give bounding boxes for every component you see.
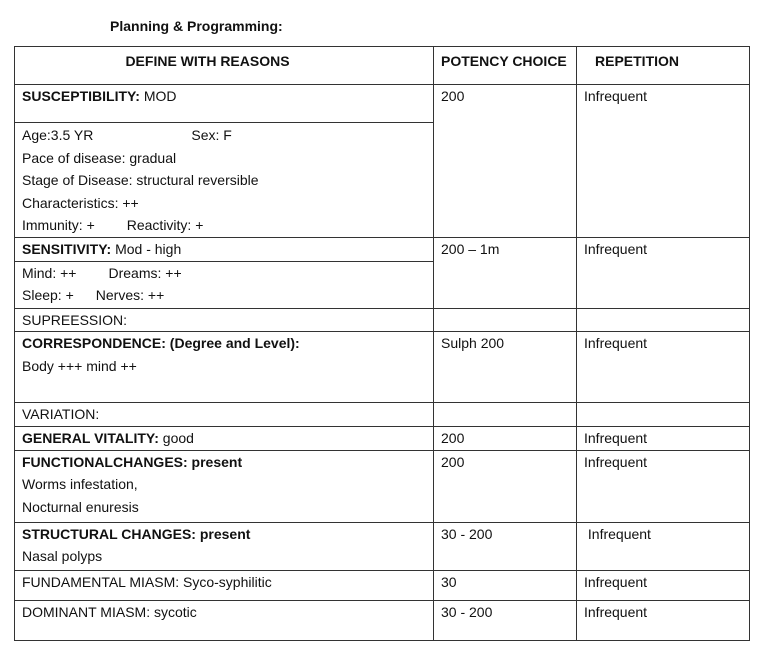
- sensitivity-potency: 200 – 1m: [434, 238, 577, 309]
- structural-changes-cell: [15, 522, 434, 570]
- susceptibility-repetition: Infrequent: [577, 85, 750, 238]
- header-repetition: REPETITION: [577, 47, 750, 85]
- fundamental-miasm-row: [15, 570, 750, 600]
- correspondence-potency: Sulph 200: [434, 332, 577, 403]
- susceptibility-row: [15, 85, 750, 123]
- sensitivity-value: Mod - high: [111, 241, 182, 257]
- page-title: Planning & Programming:: [110, 18, 283, 34]
- fundamental-miasm-potency: 30: [434, 570, 577, 600]
- correspondence-detail: Body +++ mind ++: [22, 357, 137, 374]
- functional-changes-repetition: Infrequent: [577, 450, 750, 522]
- fundamental-miasm-label: FUNDAMENTAL MIASM: Syco-syphilitic: [15, 570, 434, 600]
- general-vitality-value: good: [158, 429, 194, 446]
- general-vitality-repetition: Infrequent: [577, 426, 750, 450]
- sex-text: Sex: F: [191, 127, 232, 143]
- susceptibility-details: [15, 123, 434, 238]
- header-define: DEFINE WITH REASONS: [15, 47, 434, 85]
- correspondence-cell: [15, 332, 434, 403]
- structural-changes-potency: 30 - 200: [434, 522, 577, 570]
- functional-changes-detail-1: Worms infestation,: [22, 476, 138, 492]
- functional-changes-detail-2: Nocturnal enuresis: [22, 498, 139, 515]
- structural-changes-row: [15, 522, 750, 570]
- fundamental-miasm-repetition: Infrequent: [577, 570, 750, 600]
- sensitivity-label: SENSITIVITY:: [22, 241, 112, 257]
- susceptibility-value: MOD: [139, 88, 177, 104]
- general-vitality-row: [15, 426, 750, 450]
- structural-changes-detail: Nasal polyps: [22, 548, 103, 564]
- nerves-text: Nerves: ++: [95, 287, 165, 303]
- variation-repetition: [577, 403, 750, 427]
- supression-label: SUPREESSION:: [15, 308, 434, 332]
- supression-repetition: [577, 308, 750, 332]
- dominant-miasm-row: [15, 600, 750, 640]
- susceptibility-potency: 200: [434, 85, 577, 238]
- header-row: [15, 47, 750, 85]
- pace-text: Pace of disease: gradual: [22, 149, 177, 166]
- functional-changes-potency: 200: [434, 450, 577, 522]
- structural-changes-label: STRUCTURAL CHANGES: present: [22, 525, 251, 542]
- dominant-miasm-potency: 30 - 200: [434, 600, 577, 640]
- functional-changes-label: FUNCTIONALCHANGES: present: [22, 453, 243, 470]
- supression-row: [15, 308, 750, 332]
- sensitivity-repetition: Infrequent: [577, 238, 750, 309]
- sensitivity-row: [15, 238, 750, 262]
- dreams-text: Dreams: ++: [108, 264, 182, 281]
- correspondence-row: [15, 332, 750, 403]
- susceptibility-cell: [15, 85, 434, 123]
- sensitivity-details: [15, 261, 434, 308]
- general-vitality-label: GENERAL VITALITY:: [22, 429, 159, 446]
- immunity-text: Immunity: +: [22, 217, 95, 233]
- characteristics-text: Characteristics: ++: [22, 194, 139, 211]
- mind-text: Mind: ++: [22, 264, 77, 281]
- reactivity-text: Reactivity: +: [126, 217, 204, 233]
- header-potency: POTENCY CHOICE: [434, 47, 577, 85]
- variation-potency: [434, 403, 577, 427]
- functional-changes-cell: [15, 450, 434, 522]
- structural-changes-repetition: Infrequent: [577, 522, 750, 570]
- sleep-text: Sleep: +: [22, 287, 74, 303]
- sensitivity-cell: [15, 238, 434, 262]
- general-vitality-cell: [15, 426, 434, 450]
- functional-changes-row: [15, 450, 750, 522]
- supression-potency: [434, 308, 577, 332]
- dominant-miasm-label: DOMINANT MIASM: sycotic: [15, 600, 434, 640]
- stage-text: Stage of Disease: structural reversible: [22, 172, 259, 188]
- correspondence-repetition: Infrequent: [577, 332, 750, 403]
- general-vitality-potency: 200: [434, 426, 577, 450]
- age-text: Age:3.5 YR: [22, 127, 94, 143]
- variation-label: VARIATION:: [15, 403, 434, 427]
- planning-table: [14, 46, 750, 641]
- susceptibility-label: SUSCEPTIBILITY:: [22, 88, 140, 104]
- variation-row: [15, 403, 750, 427]
- correspondence-label: CORRESPONDENCE: (Degree and Level):: [22, 335, 300, 351]
- dominant-miasm-repetition: Infrequent: [577, 600, 750, 640]
